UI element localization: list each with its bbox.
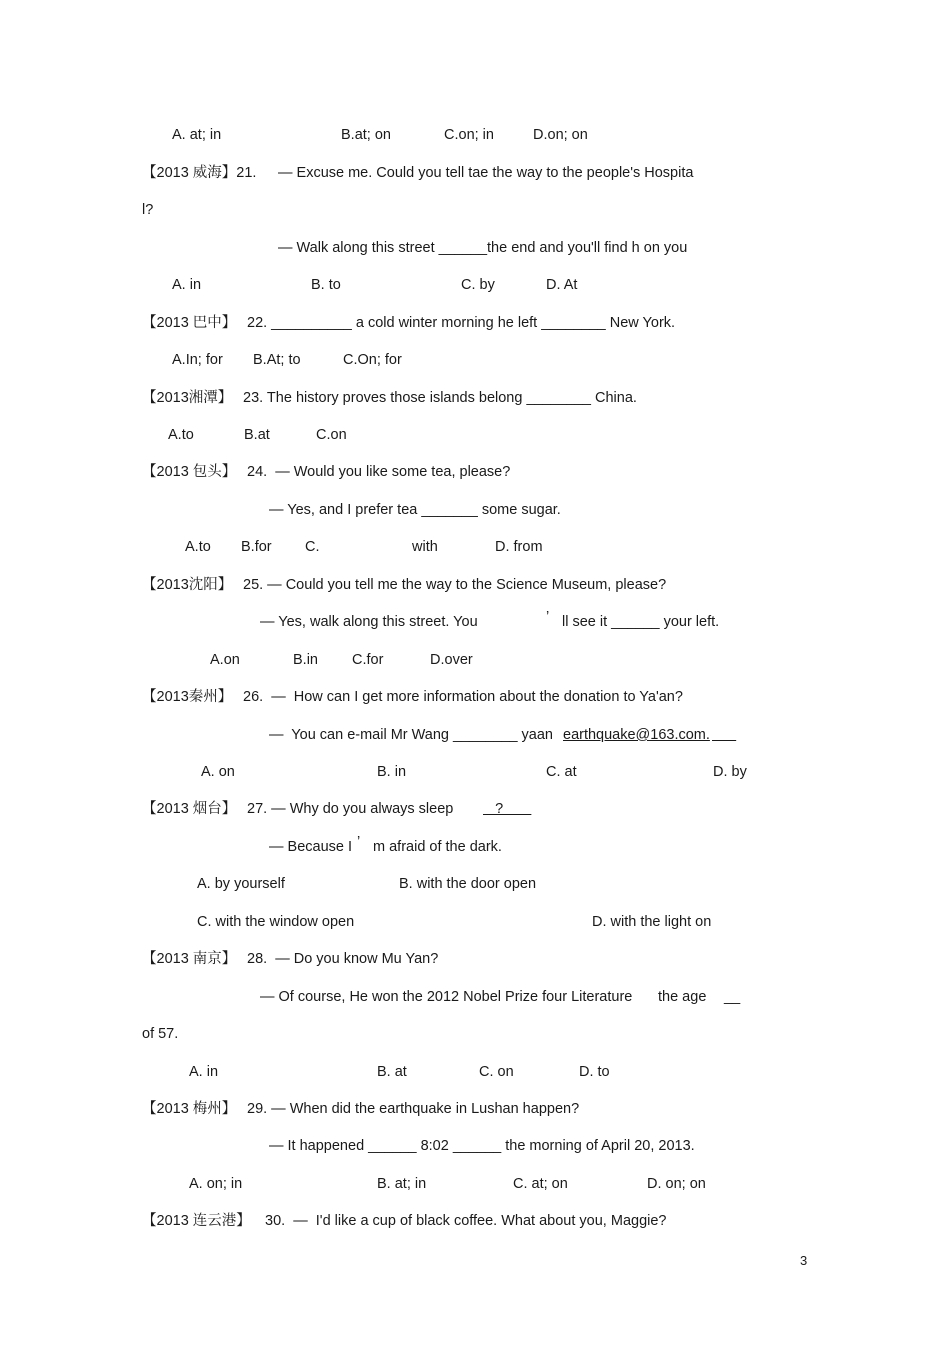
- question-text: 24. — Would you like some tea, please?: [247, 464, 511, 480]
- question-source-tag: 【2013沈阳】: [142, 577, 233, 593]
- option-a: A. by yourself: [197, 876, 285, 892]
- apostrophe: ’: [546, 609, 550, 625]
- question-source-tag: 【2013秦州】: [142, 689, 233, 705]
- answer-line-end: of 57.: [142, 1026, 179, 1042]
- option-d: D. At: [546, 277, 578, 293]
- answer-line: — Yes, and I prefer tea _______ some sugar.: [269, 502, 561, 518]
- answer-line-continued: the age: [658, 989, 707, 1005]
- option-c-text: with: [412, 539, 438, 555]
- option-d: D. by: [713, 764, 747, 780]
- question-source-tag: 【2013 威海】21.: [142, 165, 257, 181]
- option-b: B. to: [311, 277, 341, 293]
- option-c: C. on: [479, 1064, 514, 1080]
- option-d: D. on; on: [647, 1176, 706, 1192]
- option-d: D. with the light on: [592, 914, 712, 930]
- answer-line: — You can e-mail Mr Wang ________ yaan: [269, 727, 553, 743]
- option-a: A. in: [189, 1064, 219, 1080]
- answer-blank: ?: [483, 801, 532, 817]
- question-source-tag: 【2013 连云港】: [142, 1213, 251, 1229]
- question-text: — Excuse me. Could you tell tae the way to the people's Hospita: [278, 165, 694, 181]
- question-source-tag: 【2013 梅州】: [142, 1101, 237, 1117]
- answer-line: — Walk along this street ______the end and you'll find h on you: [278, 240, 688, 256]
- answer-line-continued: ll see it ______ your left.: [562, 614, 720, 630]
- email-text: earthquake@163.com.: [563, 727, 710, 743]
- question-text: 29. — When did the earthquake in Lushan happen?: [247, 1101, 580, 1117]
- option-d: D. to: [579, 1064, 610, 1080]
- option-c: C. at: [546, 764, 577, 780]
- option-b: B.in: [293, 652, 318, 668]
- option-a: A.to: [185, 539, 211, 555]
- question-text: 23. The history proves those islands belong ________ China.: [243, 390, 637, 406]
- question-source-tag: 【2013湘潭】: [142, 390, 233, 406]
- option-b: B.at; on: [341, 127, 391, 143]
- option-a: A.to: [168, 427, 194, 443]
- question-text: 22. __________ a cold winter morning he left ________ New York.: [247, 315, 676, 331]
- question-source-tag: 【2013 南京】: [142, 951, 237, 967]
- option-c: C. by: [461, 277, 495, 293]
- option-c: C.on; in: [444, 127, 494, 143]
- answer-blank: [712, 726, 736, 744]
- option-c: C. at; on: [513, 1176, 568, 1192]
- option-b: B.At; to: [253, 352, 301, 368]
- question-text: 26. — How can I get more information about the donation to Ya'an?: [243, 689, 683, 705]
- option-b: B. at; in: [377, 1176, 427, 1192]
- option-b: B. in: [377, 764, 407, 780]
- option-d: D.on; on: [533, 127, 588, 143]
- option-a: A. in: [172, 277, 202, 293]
- option-a: A.on: [210, 652, 240, 668]
- option-a: A.In; for: [172, 352, 223, 368]
- answer-blank: __: [724, 989, 741, 1005]
- option-c: C.: [305, 539, 320, 555]
- answer-line: — Yes, walk along this street. You: [260, 614, 478, 630]
- option-b: B.for: [241, 539, 272, 555]
- option-a: A. on; in: [189, 1176, 243, 1192]
- option-b: B. at: [377, 1064, 407, 1080]
- answer-line: — Of course, He won the 2012 Nobel Prize four Literature: [260, 989, 633, 1005]
- answer-line: — It happened ______ 8:02 ______ the morning of April 20, 2013.: [269, 1138, 695, 1154]
- question-text: 28. — Do you know Mu Yan?: [247, 951, 439, 967]
- question-source-tag: 【2013 巴中】: [142, 315, 237, 331]
- option-d: D.over: [430, 652, 473, 668]
- option-d: D. from: [495, 539, 543, 555]
- option-b: B. with the door open: [399, 876, 537, 892]
- option-c: C.for: [352, 652, 384, 668]
- option-a: A. on: [201, 764, 235, 780]
- option-c: C.on: [316, 427, 347, 443]
- question-text: 27. — Why do you always sleep: [247, 801, 454, 817]
- question-text: 25. — Could you tell me the way to the Science Museum, please?: [243, 577, 667, 593]
- page-number: 3: [800, 1253, 808, 1268]
- question-source-tag: 【2013 烟台】: [142, 801, 237, 817]
- answer-line-continued: m afraid of the dark.: [373, 839, 502, 855]
- option-b: B.at: [244, 427, 270, 443]
- option-c: C.On; for: [343, 352, 402, 368]
- apostrophe: ’: [357, 834, 361, 850]
- question-source-tag: 【2013 包头】: [142, 464, 237, 480]
- answer-line: — Because I: [269, 839, 353, 855]
- option-a: A. at; in: [172, 127, 222, 143]
- question-text-continued: l?: [142, 202, 154, 218]
- question-text: 30. — I'd like a cup of black coffee. What about you, Maggie?: [265, 1213, 667, 1229]
- option-c: C. with the window open: [197, 914, 355, 930]
